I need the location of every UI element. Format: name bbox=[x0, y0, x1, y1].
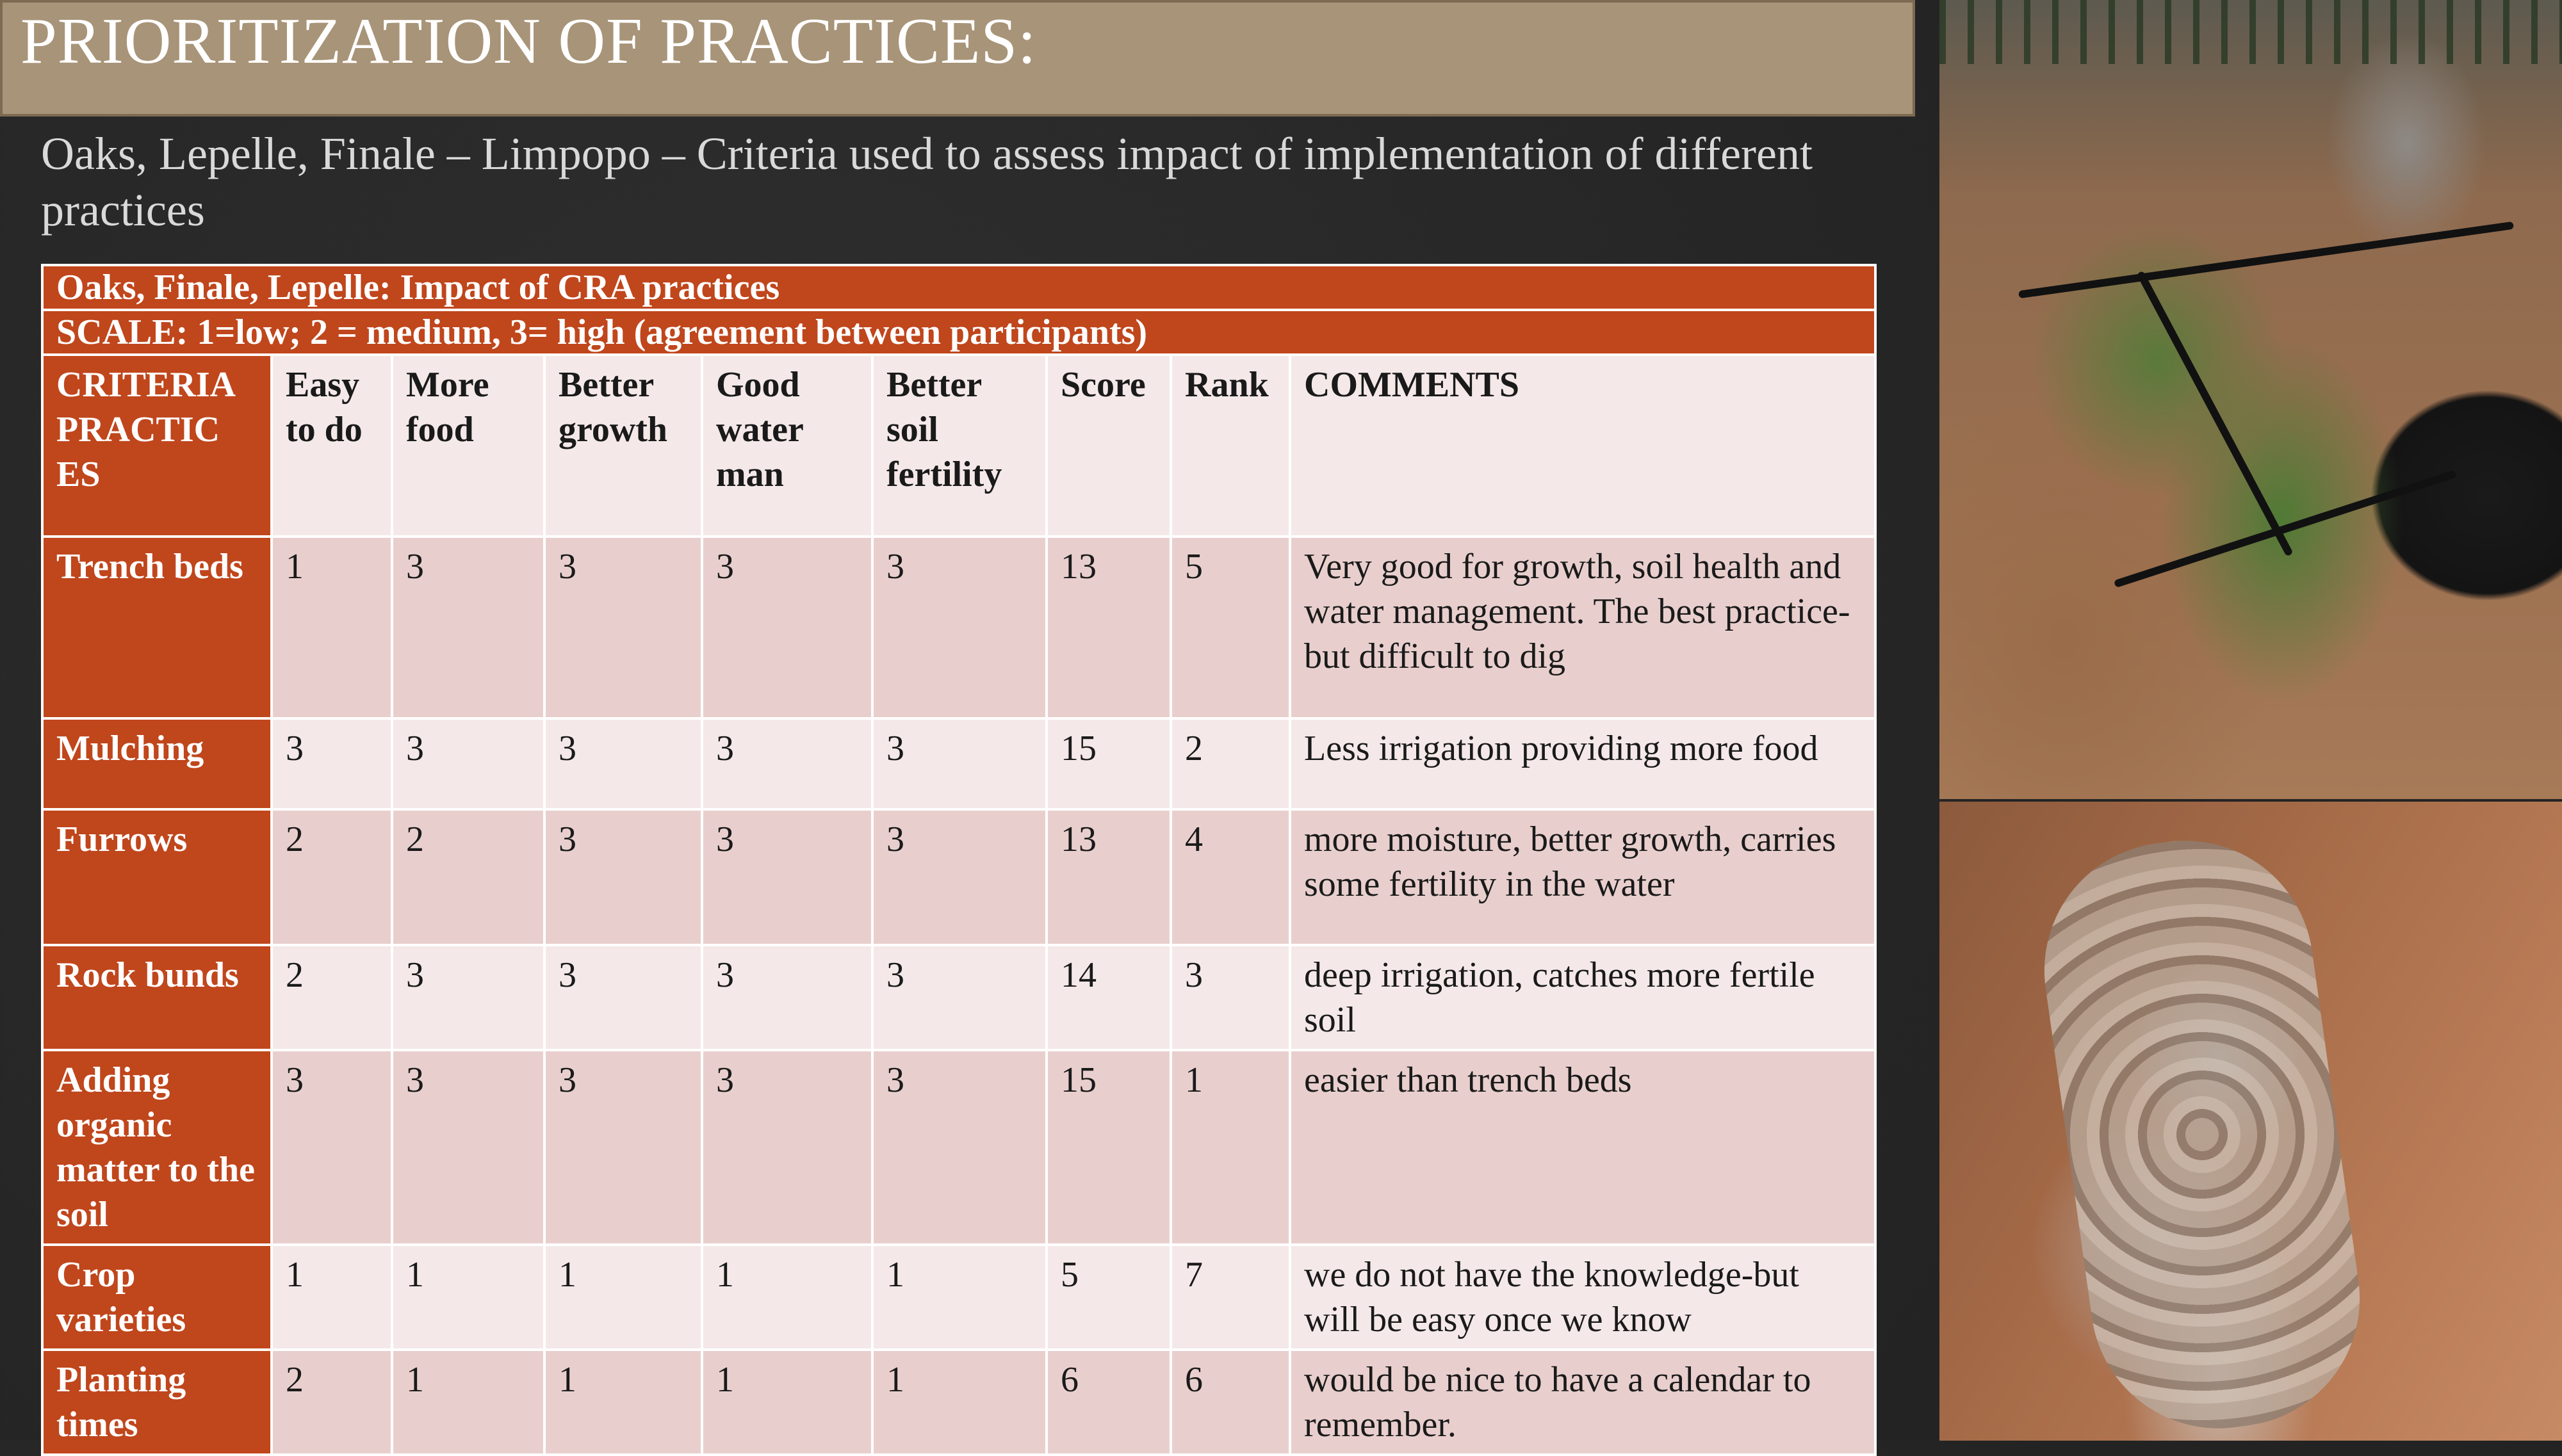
table-row bbox=[42, 809, 1875, 945]
value-cell: 3 bbox=[544, 537, 702, 718]
score-cell: 6 bbox=[1047, 1350, 1171, 1455]
title-bar bbox=[0, 0, 1915, 117]
irrigation-pipe bbox=[2136, 270, 2293, 556]
comment-cell: easier than trench beds bbox=[1290, 1050, 1875, 1245]
col-header-water: Good water man bbox=[702, 355, 872, 537]
value-cell: 3 bbox=[544, 718, 702, 809]
comment-cell: Less irrigation providing more food bbox=[1290, 718, 1875, 809]
value-cell: 2 bbox=[272, 945, 392, 1050]
rank-cell: 7 bbox=[1171, 1245, 1290, 1350]
comment-cell: would be nice to have a calendar to remember. bbox=[1290, 1350, 1875, 1455]
col-header-score: Score bbox=[1047, 355, 1171, 537]
table-row bbox=[42, 718, 1875, 809]
score-cell: 15 bbox=[1047, 1050, 1171, 1245]
irrigation-pipe bbox=[2114, 470, 2457, 588]
rank-cell: 5 bbox=[1171, 537, 1290, 718]
slide-title: PRIORITIZATION OF PRACTICES: bbox=[20, 5, 1037, 77]
col-header-food: More food bbox=[392, 355, 544, 537]
practice-name: Planting times bbox=[42, 1350, 272, 1455]
practice-name: Rock bunds bbox=[42, 945, 272, 1050]
rank-cell: 2 bbox=[1171, 718, 1290, 809]
practice-name: Adding organic matter to the soil bbox=[42, 1050, 272, 1245]
table-row bbox=[42, 1050, 1875, 1245]
rock-bunds-photo bbox=[1939, 802, 2562, 1441]
slide-subtitle: Oaks, Lepelle, Finale – Limpopo – Criteria used to assess impact of implementation of different practices bbox=[41, 128, 1813, 236]
garden-trench-beds-photo bbox=[1939, 0, 2562, 799]
value-cell: 3 bbox=[872, 1050, 1047, 1245]
value-cell: 2 bbox=[272, 1350, 392, 1455]
rank-cell: 1 bbox=[1171, 1050, 1290, 1245]
value-cell: 3 bbox=[392, 1050, 544, 1245]
table-title: Oaks, Finale, Lepelle: Impact of CRA practices bbox=[42, 265, 1875, 310]
value-cell: 3 bbox=[392, 945, 544, 1050]
value-cell: 3 bbox=[544, 809, 702, 945]
score-cell: 15 bbox=[1047, 718, 1171, 809]
comment-cell: we do not have the knowledge-but will be easy once we know bbox=[1290, 1245, 1875, 1350]
score-cell: 14 bbox=[1047, 945, 1171, 1050]
score-cell: 13 bbox=[1047, 809, 1171, 945]
value-cell: 1 bbox=[272, 1245, 392, 1350]
value-cell: 1 bbox=[544, 1350, 702, 1455]
table-title-row bbox=[42, 265, 1875, 310]
table-row bbox=[42, 1245, 1875, 1350]
value-cell: 3 bbox=[272, 718, 392, 809]
table-scale-row bbox=[42, 310, 1875, 355]
comment-cell: deep irrigation, catches more fertile soil bbox=[1290, 945, 1875, 1050]
col-header-comments: COMMENTS bbox=[1290, 355, 1875, 537]
col-header-easy: Easy to do bbox=[272, 355, 392, 537]
value-cell: 3 bbox=[544, 1050, 702, 1245]
table-row bbox=[42, 537, 1875, 718]
fence-graphic bbox=[1939, 0, 2562, 64]
value-cell: 1 bbox=[272, 537, 392, 718]
comment-cell: more moisture, better growth, carries some fertility in the water bbox=[1290, 809, 1875, 945]
value-cell: 3 bbox=[872, 809, 1047, 945]
value-cell: 2 bbox=[272, 809, 392, 945]
value-cell: 1 bbox=[702, 1350, 872, 1455]
rank-cell: 4 bbox=[1171, 809, 1290, 945]
value-cell: 3 bbox=[702, 945, 872, 1050]
col-header-soil: Better soil fertility bbox=[872, 355, 1047, 537]
table-row bbox=[42, 945, 1875, 1050]
practice-name: Trench beds bbox=[42, 537, 272, 718]
value-cell: 3 bbox=[872, 945, 1047, 1050]
value-cell: 3 bbox=[702, 718, 872, 809]
value-cell: 3 bbox=[702, 537, 872, 718]
comment-cell: Very good for growth, soil health and water management. The best practice- but difficult to dig bbox=[1290, 537, 1875, 718]
value-cell: 3 bbox=[392, 537, 544, 718]
rock-bund-graphic bbox=[2028, 824, 2376, 1441]
col-header-rank: Rank bbox=[1171, 355, 1290, 537]
value-cell: 3 bbox=[872, 537, 1047, 718]
table-row bbox=[42, 1350, 1875, 1455]
column-header-row bbox=[42, 355, 1875, 537]
practice-name: Furrows bbox=[42, 809, 272, 945]
value-cell: 3 bbox=[702, 1050, 872, 1245]
value-cell: 3 bbox=[702, 809, 872, 945]
col-header-growth: Better growth bbox=[544, 355, 702, 537]
value-cell: 1 bbox=[392, 1245, 544, 1350]
practices-table-container bbox=[41, 264, 1874, 1456]
rank-cell: 3 bbox=[1171, 945, 1290, 1050]
value-cell: 3 bbox=[392, 718, 544, 809]
practice-name: Mulching bbox=[42, 718, 272, 809]
header-corner: CRITERIA PRACTIC ES bbox=[42, 355, 272, 537]
value-cell: 1 bbox=[872, 1245, 1047, 1350]
value-cell: 1 bbox=[702, 1245, 872, 1350]
value-cell: 3 bbox=[544, 945, 702, 1050]
score-cell: 5 bbox=[1047, 1245, 1171, 1350]
rank-cell: 6 bbox=[1171, 1350, 1290, 1455]
value-cell: 2 bbox=[392, 809, 544, 945]
value-cell: 1 bbox=[392, 1350, 544, 1455]
practice-name: Crop varieties bbox=[42, 1245, 272, 1350]
value-cell: 3 bbox=[872, 718, 1047, 809]
value-cell: 3 bbox=[272, 1050, 392, 1245]
value-cell: 1 bbox=[544, 1245, 702, 1350]
score-cell: 13 bbox=[1047, 537, 1171, 718]
practices-table bbox=[41, 264, 1877, 1456]
table-scale: SCALE: 1=low; 2 = medium, 3= high (agreement between participants) bbox=[42, 310, 1875, 355]
value-cell: 1 bbox=[872, 1350, 1047, 1455]
irrigation-pipe bbox=[2018, 222, 2514, 298]
